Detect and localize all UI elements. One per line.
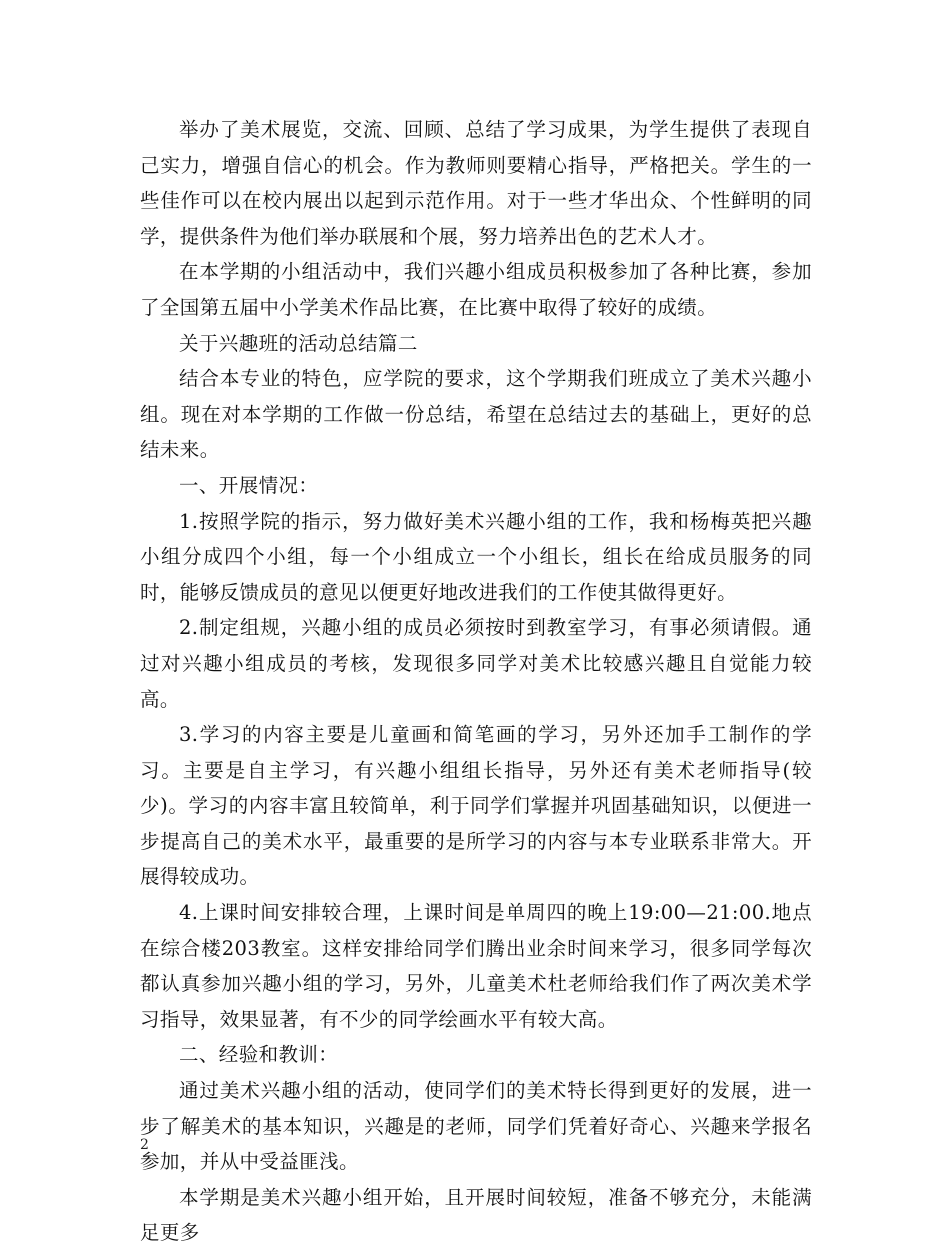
paragraph: 举办了美术展览，交流、回顾、总结了学习成果，为学生提供了表现自己实力，增强自信心的机会。作为教师则要精心指导，严格把关。学生的一些佳作可以在校内展出以起到示范作用。对于一些才华出众、个性鲜明的同学，提供条件为他们举办联展和个展，努力培养出色的艺术人才。 (140, 118, 812, 248)
list-item: 3.学习的内容主要是儿童画和简笔画的学习，另外还加手工制作的学习。主要是自主学习，有兴趣小组组长指导，另外还有美术老师指导(较少)。学习的内容丰富且较简单，利于同学们掌握并巩固基础知识，以便进一步提高自己的美术水平，最重要的是所学习的内容与本专业联系非常大。开展得较成功。 (140, 723, 812, 889)
list-item: 4.上课时间安排较合理，上课时间是单周四的晚上19:00—21:00.地点在综合楼203教室。这样安排给同学们腾出业余时间来学习，很多同学每次都认真参加兴趣小组的学习，另外，儿童美术杜老师给我们作了两次美术学习指导，效果显著，有不少的同学绘画水平有较大高。 (140, 901, 812, 1031)
section-heading: 一、开展情况： (179, 473, 319, 497)
paragraph: 本学期是美术兴趣小组开始，且开展时间较短，准备不够充分，未能满足更多 (140, 1185, 812, 1245)
section-heading: 关于兴趣班的活动总结篇二 (179, 331, 418, 355)
paragraph: 通过美术兴趣小组的活动，使同学们的美术特长得到更好的发展，进一步了解美术的基本知识，兴趣是的老师，同学们凭着好奇心、兴趣来学报名参加，并从中受益匪浅。 (140, 1079, 812, 1174)
document-body (140, 112, 812, 1251)
section-heading: 二、经验和教训： (179, 1043, 339, 1067)
list-item: 2.制定组规，兴趣小组的成员必须按时到教室学习，有事必须请假。通过对兴趣小组成员的考核，发现很多同学对美术比较感兴趣且自觉能力较高。 (140, 616, 812, 711)
list-item: 1.按照学院的指示，努力做好美术兴趣小组的工作，我和杨梅英把兴趣小组分成四个小组，每一个小组成立一个小组长，组长在给成员服务的同时，能够反馈成员的意见以便更好地改进我们的工作使其做得更好。 (140, 509, 812, 604)
paragraph: 在本学期的小组活动中，我们兴趣小组成员积极参加了各种比赛，参加了全国第五届中小学美术作品比赛，在比赛中取得了较好的成绩。 (140, 260, 812, 319)
paragraph: 结合本专业的特色，应学院的要求，这个学期我们班成立了美术兴趣小组。现在对本学期的工作做一份总结，希望在总结过去的基础上，更好的总结未来。 (140, 367, 812, 462)
page-number: 2 (140, 1137, 149, 1153)
